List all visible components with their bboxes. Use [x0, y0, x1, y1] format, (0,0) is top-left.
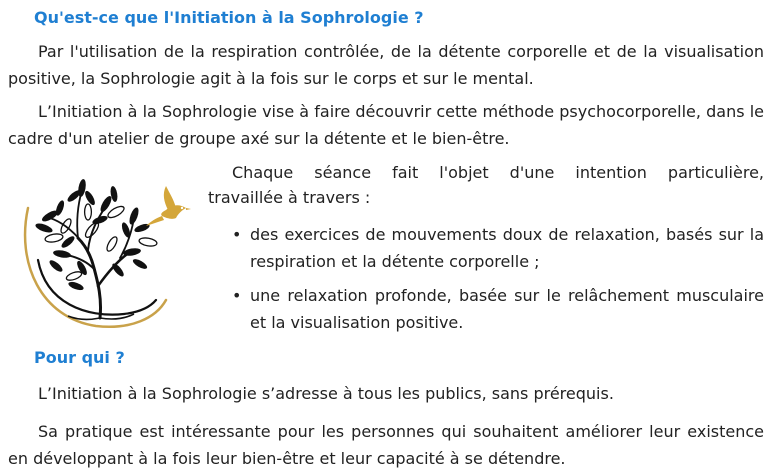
goal-paragraph [8, 98, 764, 152]
section-title-for-whom: Pour qui ? [34, 348, 125, 367]
session-intro-line2-text: travaillée à travers : [208, 188, 371, 207]
section-title-what-is: Qu'est-ce que l'Initiation à la Sophrologie ? [34, 8, 424, 27]
goal-paragraph-text: L’Initiation à la Sophrologie vise à faire découvrir cette méthode psychocorporelle, dans le cadre d'un atelier de groupe axé sur la détente et le bien-être. [8, 102, 764, 148]
audience-paragraph [8, 380, 764, 407]
intro-paragraph [8, 38, 764, 92]
bullet-dot-icon: • [232, 225, 242, 244]
bullet-text: une relaxation profonde, basée sur le relâchement musculaire et la visualisation positive. [250, 286, 764, 332]
audience-paragraph-text: L’Initiation à la Sophrologie s’adresse à tous les publics, sans prérequis. [38, 384, 614, 403]
tree-with-bird-icon [16, 168, 196, 333]
session-intro-line2 [208, 188, 370, 207]
session-intro-line1-text: Chaque séance fait l'objet d'une intention particulière, [232, 163, 764, 182]
bullet-text: des exercices de mouvements doux de relaxation, basés sur la respiration et la détente corporelle ; [250, 225, 764, 271]
benefits-paragraph-text: Sa pratique est intéressante pour les personnes qui souhaitent améliorer leur existence en développant à la fois leur bien-être et leur capacité à se détendre. [8, 422, 764, 468]
bullet-item-exercises [232, 221, 764, 275]
benefits-paragraph [8, 418, 764, 472]
intro-paragraph-text: Par l'utilisation de la respiration contrôlée, de la détente corporelle et de la visualisation positive, la Sophrologie agit à la fois sur le corps et sur le mental. [8, 42, 764, 88]
bullet-item-relaxation [232, 282, 764, 336]
bullet-dot-icon: • [232, 286, 242, 305]
session-intro-line1 [232, 163, 764, 182]
